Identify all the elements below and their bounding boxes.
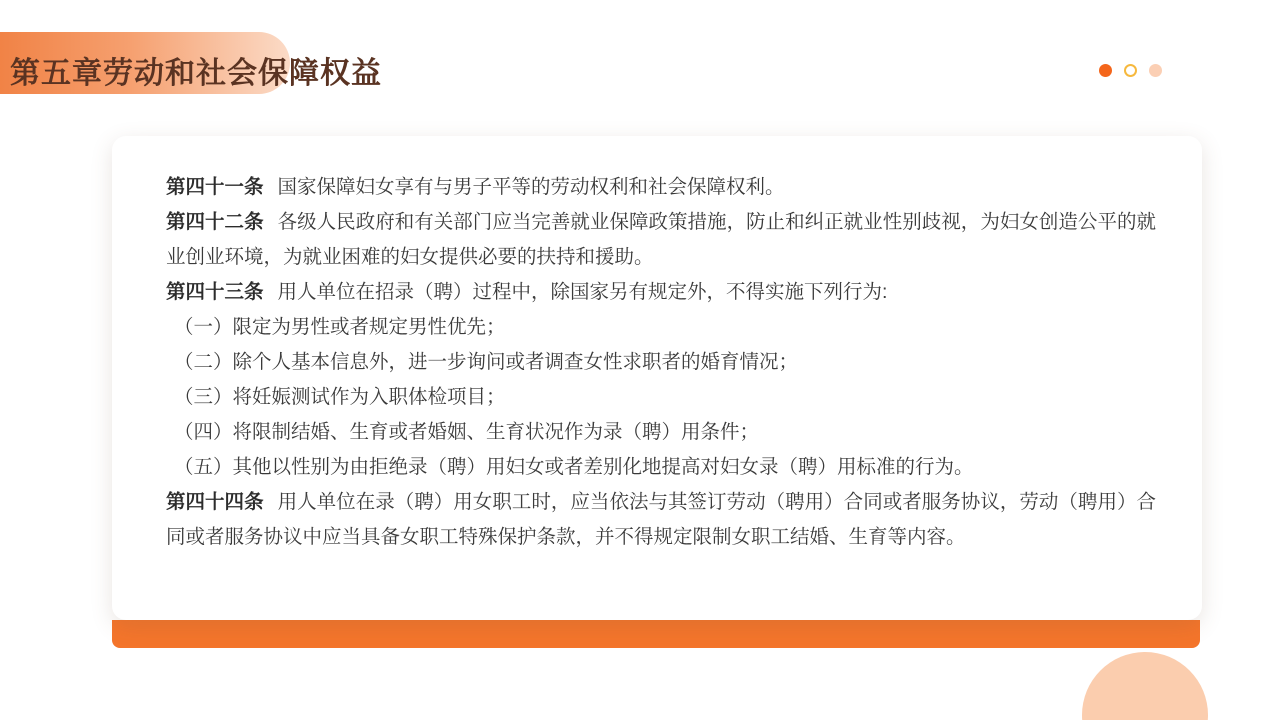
corner-circle-decoration [1082,652,1208,720]
article-label: 第四十二条 [166,211,264,233]
list-item: （三）将妊娠测试作为入职体检项目； [174,386,506,408]
list-item: （四）将限制结婚、生育或者婚姻、生育状况作为录（聘）用条件； [174,421,760,443]
article-label: 第四十三条 [166,281,264,303]
article-paragraph [166,170,1156,205]
content-body [166,170,1156,555]
list-item: （五）其他以性别为由拒绝录（聘）用妇女或者差别化地提高对妇女录（聘）用标准的行为。 [174,456,974,478]
page-title: 第五章劳动和社会保障权益 [10,57,382,90]
article-label: 第四十一条 [166,176,264,198]
pager-dots [1099,64,1162,77]
card-accent-bar [112,620,1200,648]
article-paragraph [166,485,1156,555]
article-text: 用人单位在录（聘）用女职工时，应当依法与其签订劳动（聘用）合同或者服务协议，劳动（聘用）合同或者服务协议中应当具备女职工特殊保护条款，并不得规定限制女职工结婚、生育等内容。 [166,491,1156,548]
article-paragraph [166,205,1156,275]
article-text: 国家保障妇女享有与男子平等的劳动权利和社会保障权利。 [277,176,785,198]
list-item: （二）除个人基本信息外，进一步询问或者调查女性求职者的婚育情况； [174,351,799,373]
content-card [112,136,1202,620]
pager-dot-soft[interactable] [1149,64,1162,77]
article-label: 第四十四条 [166,491,264,513]
article-paragraph [166,275,1156,310]
list-item: （一）限定为男性或者规定男性优先； [174,316,506,338]
pager-dot-ring[interactable] [1124,64,1137,77]
article-text: 各级人民政府和有关部门应当完善就业保障政策措施，防止和纠正就业性别歧视，为妇女创造公平的就业创业环境，为就业困难的妇女提供必要的扶持和援助。 [166,211,1156,268]
pager-dot-active[interactable] [1099,64,1112,77]
article-text: 用人单位在招录（聘）过程中，除国家另有规定外，不得实施下列行为: [277,281,888,303]
